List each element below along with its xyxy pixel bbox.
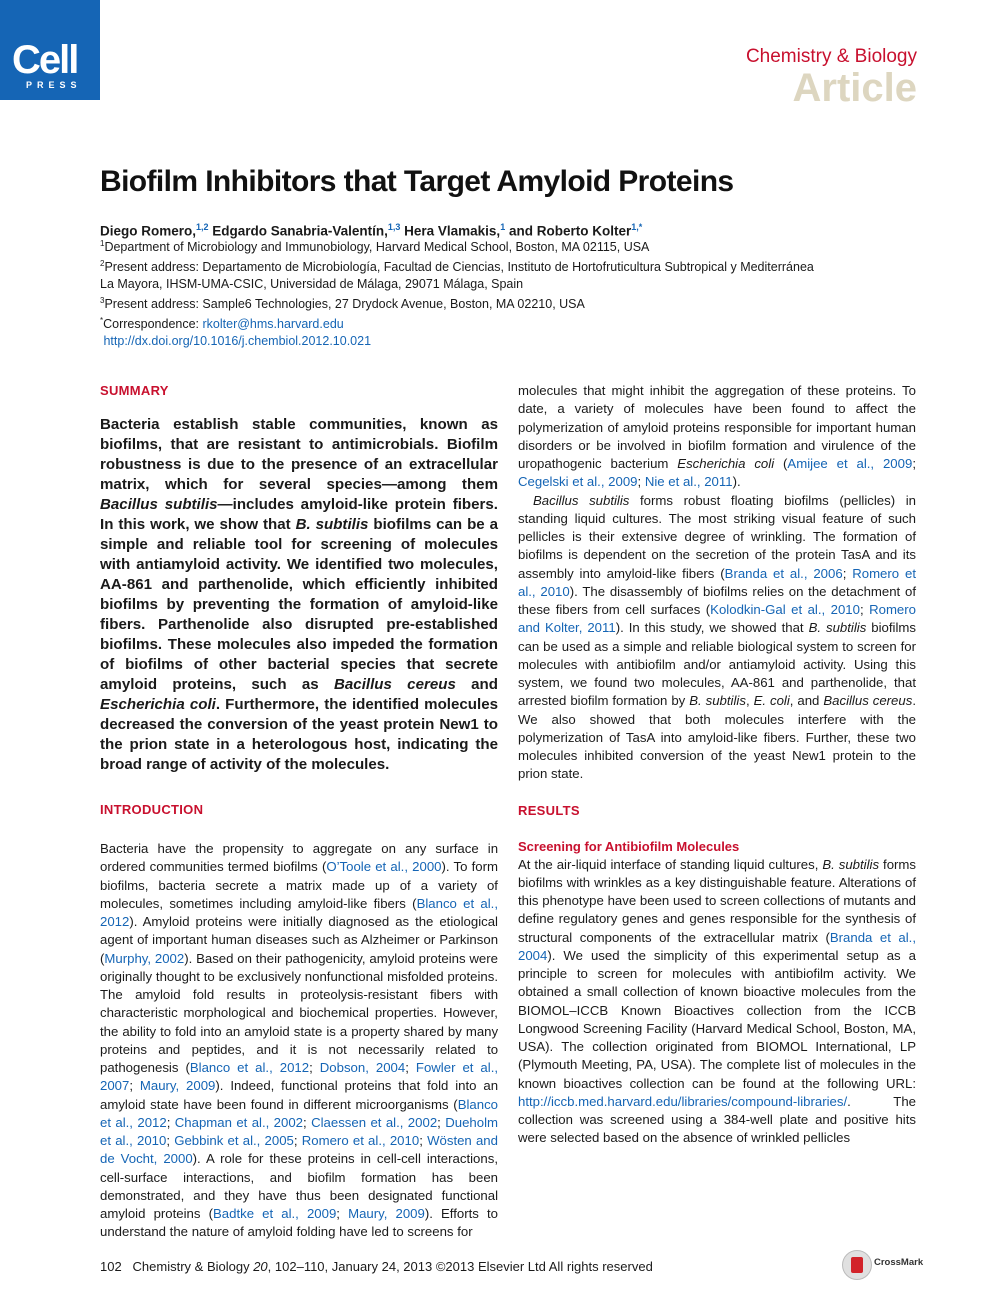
citation-link[interactable]: Murphy, 2002: [104, 950, 185, 966]
logo-cell-text: Cell: [12, 38, 78, 82]
affiliation-1: $^1$Department of Microbiology and Immunobiology, Harvard Medical School, Boston, MA 02115, USA: [100, 239, 650, 255]
summary-heading: SUMMARY: [100, 383, 169, 398]
citation-link[interactable]: Romero et al., 2010: [301, 1133, 420, 1148]
logo-press-text: PRESS: [26, 80, 82, 90]
citation-link[interactable]: Gebbink et al., 2005: [174, 1133, 294, 1148]
citation-link[interactable]: http://iccb.med.harvard.edu/libraries/compound-libraries/: [518, 1093, 848, 1109]
author-affil-sup[interactable]: 1,3: [387, 222, 401, 232]
crossmark-badge[interactable]: [842, 1248, 942, 1282]
page-footer: [100, 1258, 653, 1276]
citation-link[interactable]: Kolodkin-Gal et al., 2010: [710, 602, 860, 617]
citation-link[interactable]: Dueholm et al., 2010: [100, 1114, 498, 1148]
author-name: Diego Romero,: [100, 223, 197, 239]
citation-link[interactable]: Nie et al., 2011: [644, 474, 733, 490]
citation-link[interactable]: Dobson, 2004: [319, 1060, 406, 1075]
affiliation-2-cont: La Mayora, IHSM-UMA-CSIC, Universidad de Málaga, 29071 Málaga, Spain: [100, 276, 524, 291]
crossmark-icon: [842, 1250, 872, 1280]
citation-link[interactable]: Romero et al., 2010: [518, 565, 916, 599]
footer-journal: Chemistry & Biology: [132, 1259, 254, 1274]
citation-link[interactable]: Amijee et al., 2009: [787, 456, 913, 471]
italic-term: Bacillus cereus: [823, 693, 913, 709]
italic-term: E. coli: [753, 693, 790, 709]
author-name: Hera Vlamakis,: [404, 223, 501, 239]
italic-term: B. subtilis: [822, 856, 880, 872]
page-number: 102: [100, 1259, 122, 1274]
affiliations: [100, 236, 814, 349]
results-subheading: Screening for Antibiofilm Molecules: [518, 838, 740, 854]
italic-term: B. subtilis: [689, 693, 746, 709]
results-paragraph-1: At the air-liquid interface of standing liquid cultures, B. subtilis forms biofilms with wrinkles as a key distinguishable feature. Alterations of this phenotype have been used to screen collections of mutants and define regulatory genes and genes responsible for the synthesis of structural components of the extracellular matrix (Branda et al., 2004). We used the simplicity of this experimental setup as a principle to screen for molecules with antibiofilm activity. We obtained a small collection of known bioactive molecules from the BIOMOL–ICCB Known Bioactives collection from the ICCB Longwood Screening Facility (Harvard Medical School, Boston, MA, USA). The collection originated from BIOMOL International, LP (Plymouth Meeting, PA, USA). The complete list of molecules in the known bioactives collection can be found at the following URL: http://iccb.med.harvard.edu/libraries/compound-libraries/. The collection was screened using a 384-well plate and positive hits were selected based on the absence of wrinkled pellicles: [518, 856, 917, 1146]
introduction-paragraph-2: Bacillus subtilis forms robust floating biofilms (pellicles) in standing liquid cultures. The most striking visual feature of such pellicles is their extensive degree of wrinkling. The formation of biofilms is dependent on the secretion of the protein TasA and its assembly into amyloid-like fibers (Branda et al., 2006; Romero et al., 2010). The disassembly of biofilms relies on the detachment of these fibers from cell surfaces (Kolodkin-Gal et al., 2010; Romero and Kolter, 2011). In this study, we showed that B. subtilis biofilms can be used as a simple and reliable biological system to screen for molecules with antibiofilm and/or antiamyloid activity. Using this system, we found two molecules, AA-861 and parthenolide, that arrested biofilm formation by B. subtilis, E. coli, and Bacillus cereus. We also showed that both molecules interfere with the polymerization of TasA into amyloid-like fibers. Further, these two molecules inhibited conversion of the yeast New1 protein to the prion state.: [518, 492, 916, 782]
doi-row: [100, 333, 814, 350]
citation-link[interactable]: Chapman et al., 2002: [174, 1114, 304, 1130]
citation-link[interactable]: Maury, 2009: [348, 1206, 425, 1221]
correspondence-email-link[interactable]: rkolter@hms.harvard.edu: [202, 316, 344, 331]
citation-link[interactable]: Fowler et al., 2007: [100, 1060, 499, 1094]
citation-link[interactable]: O’Toole et al., 2000: [326, 859, 442, 875]
citation-link[interactable]: Blanco et al., 2012: [100, 895, 499, 929]
author-name: Edgardo Sanabria-Valentín,: [212, 223, 388, 239]
citation-link[interactable]: Claessen et al., 2002: [311, 1114, 438, 1130]
crossmark-label: CrossMark: [874, 1257, 924, 1268]
author-affil-sup[interactable]: 1,2: [196, 222, 209, 232]
author-affil-sup[interactable]: 1,*: [631, 222, 643, 232]
citation-link[interactable]: Romero and Kolter, 2011: [518, 602, 916, 636]
citation-link[interactable]: Badtke et al., 2009: [213, 1206, 337, 1221]
citation-link[interactable]: Maury, 2009: [139, 1078, 216, 1094]
author-affil-sup[interactable]: 1: [500, 222, 506, 232]
citation-link[interactable]: Branda et al., 2004: [518, 929, 916, 963]
italic-term: Bacillus subtilis: [533, 492, 630, 508]
introduction-paragraph-1: Bacteria have the propensity to aggregate on any surface in ordered communities termed biofilms (O’Toole et al., 2000). To form biofilms, bacteria secrete a matrix made up of a variety of molecules, sometimes including amyloid-like fibers (Blanco et al., 2012). Amyloid proteins were initially diagnosed as the etiological agent of important human diseases such as Alzheimer or Parkinson (Murphy, 2002). Based on their pathogenicity, amyloid proteins were originally thought to be exclusively nonfunctional misfolded proteins. The amyloid fold results in proteolysis-resistant fibers with characteristic morphological and biochemical properties. However, the ability to fold into an amyloid state is a property shared by many proteins and peptides, and it is not necessarily related to pathogenesis (Blanco et al., 2012; Dobson, 2004; Fowler et al., 2007; Maury, 2009). Indeed, functional proteins that fold into an amyloid state have been found in different microorganisms (Blanco et al., 2012; Chapman et al., 2002; Claessen et al., 2002; Dueholm et al., 2010; Gebbink et al., 2005; Romero et al., 2010; Wösten and de Vocht, 2000). A role for these proteins in cell-cell interactions, cell-surface interactions, and biofilm formation has been demonstrated, and they have thus been designated functional amyloid proteins (Badtke et al., 2009; Maury, 2009). Efforts to understand the nature of amyloid folding have led to screens for: [100, 841, 499, 1240]
footer-citation: , 102–110, January 24, 2013 ©2013 Elsevier Ltd All rights reserved: [267, 1259, 653, 1274]
paper-title: Biofilm Inhibitors that Target Amyloid Proteins: [100, 165, 734, 198]
results-heading: RESULTS: [518, 802, 580, 818]
correspondence: *Correspondence: rkolter@hms.harvard.edu: [100, 315, 344, 331]
citation-link[interactable]: Blanco et al., 2012: [189, 1060, 310, 1075]
right-column: [518, 382, 916, 1148]
citation-link[interactable]: Blanco et al., 2012: [100, 1096, 499, 1130]
left-column: [100, 382, 498, 1242]
article-type-label: Article: [792, 66, 917, 110]
citation-link[interactable]: Branda et al., 2006: [724, 565, 843, 581]
italic-term: B. subtilis: [808, 620, 867, 636]
doi-link[interactable]: http://dx.doi.org/10.1016/j.chembiol.2012.10.021: [103, 333, 372, 348]
cell-press-logo[interactable]: [0, 0, 100, 100]
journal-name: Chemistry & Biology: [745, 46, 917, 67]
affiliation-2: $^2$Present address: Departamento de Microbiología, Facultad de Ciencias, Instituto de Hortofruticultura Subtropical y Mediterránea: [100, 258, 814, 275]
italic-term: Escherichia coli: [677, 456, 775, 471]
affiliation-3: $^3$Present address: Sample6 Technologies, 27 Drydock Avenue, Boston, MA 02210, USA: [100, 295, 585, 311]
citation-link[interactable]: Cegelski et al., 2009: [518, 474, 638, 490]
introduction-heading: INTRODUCTION: [100, 802, 204, 817]
citation-link[interactable]: Wösten and de Vocht, 2000: [100, 1133, 498, 1167]
footer-volume: 20: [253, 1259, 268, 1274]
summary-text: Bacteria establish stable communities, known as biofilms, that are resistant to antimicrobials. Biofilm robustness is due to the presence of an extracellular matrix, which for several species—among them Bacillus subtilis—includes amyloid-like protein fibers. In this work, we show that B. subtilis biofilms can be a simple and reliable tool for screening of molecules with antiamyloid activity. We identified two molecules, AA-861 and parthenolide, which efficiently inhibited biofilms by preventing the formation of amyloid-like fibers. Parthenolide also disrupted pre-established biofilms. These molecules also impeded the formation of biofilms of other bacterial species that secrete amyloid proteins, such as Bacillus cereus and Escherichia coli. Furthermore, the identified molecules decreased the conversion of the yeast protein New1 to the prion state in a heterologous host, indicating the broad range of activity of the molecules.: [100, 416, 499, 773]
introduction-paragraph-1-continued: molecules that might inhibit the aggregation of these proteins. To date, a variety of molecules have been found to affect the polymerization of amyloid proteins responsible for important human disorders or be involved in biofilm formation and virulence of the uropathogenic bacterium Escherichia coli (Amijee et al., 2009; Cegelski et al., 2009; Nie et al., 2011).: [518, 383, 916, 490]
author-name: and Roberto Kolter: [508, 223, 632, 239]
